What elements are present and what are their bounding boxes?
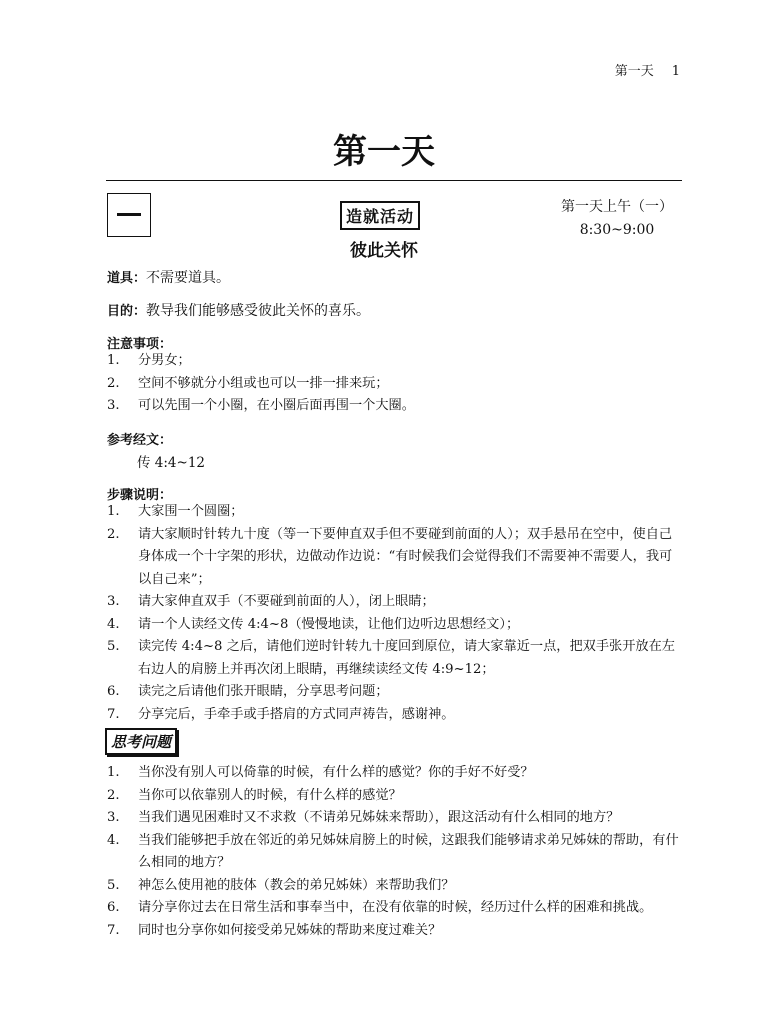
list-item: 1. 大家围一个圆圈； bbox=[107, 504, 244, 519]
list-item: 2. 当你可以依靠别人的时候，有什么样的感觉？ bbox=[107, 787, 402, 803]
session-time: 8:30~9:00 bbox=[579, 222, 655, 238]
list-item: 2. 空间不够就分小组或也可以一排一排来玩； bbox=[107, 375, 389, 391]
session-name: 第一天上午（一） bbox=[561, 199, 673, 215]
list-item: 3. 请大家伸直双手（不要碰到前面的人），闭上眼睛； bbox=[107, 594, 435, 609]
list-item: 4. 请一个人读经文传 4:4~8（慢慢地读，让他们边听边思想经文）； bbox=[107, 616, 520, 632]
section-number-box bbox=[107, 193, 151, 237]
scripture-heading: 参考经文： bbox=[107, 433, 173, 448]
list-item: 1. 分男女； bbox=[107, 353, 191, 368]
list-item: 1. 当你没有别人可以倚靠的时候，有什么样的感觉？你的手好不好受？ bbox=[107, 765, 534, 780]
scripture-ref: 传 4:4~12 bbox=[137, 455, 206, 471]
list-item: 3. 可以先围一个小圈，在小圈后面再围一个大圈。 bbox=[107, 398, 415, 413]
list-item: 3. 当我们遇见困难时又不求救（不请弟兄姊妹来帮助），跟这活动有什么相同的地方？ bbox=[107, 810, 620, 825]
session-info bbox=[560, 196, 674, 242]
page-title: 第一天 bbox=[333, 132, 435, 172]
activity-title: 彼此关怀 bbox=[350, 241, 418, 261]
list-item: 5. 神怎么使用祂的肢体（教会的弟兄姊妹）来帮助我们？ bbox=[107, 877, 455, 893]
page-number: 1 bbox=[671, 64, 680, 79]
notes-heading: 注意事项： bbox=[107, 337, 173, 352]
header-day: 第一天 bbox=[614, 64, 654, 79]
purpose-label: 目的： bbox=[107, 304, 147, 319]
props-text: 不需要道具。 bbox=[146, 270, 231, 286]
list-item: 6. 读完之后请他们张开眼睛，分享思考问题； bbox=[107, 684, 389, 699]
questions-heading: 思考问题 bbox=[105, 728, 177, 755]
list-item: 2. 请大家顺时针转九十度（等一下要伸直双手但不要碰到前面的人）；双手悬吊在空中，使自己身体成一个十字架的形状，边做动作边说：“有时候我们会觉得我们不需要神不需要人，我可以自己来”； bbox=[107, 526, 673, 587]
purpose-text: 教导我们能够感受彼此关怀的喜乐。 bbox=[146, 303, 371, 319]
purpose-line bbox=[107, 300, 370, 320]
props-line bbox=[107, 267, 230, 287]
list-item: 5. 读完传 4:4~8 之后，请他们逆时针转九十度回到原位，请大家靠近一点，把双手张开放在左右边人的肩膀上并再次闭上眼睛，再继续读经文传 4:9~12； bbox=[107, 639, 675, 677]
activity-label: 造就活动 bbox=[340, 201, 420, 230]
steps-list bbox=[107, 501, 682, 726]
notes-list bbox=[107, 350, 682, 418]
section-number-glyph bbox=[117, 213, 141, 216]
steps-heading: 步骤说明： bbox=[107, 488, 173, 503]
list-item: 6. 请分享你过去在日常生活和事奉当中，在没有依靠的时候，经历过什么样的困难和挑战。 bbox=[107, 900, 653, 915]
questions-list bbox=[107, 762, 682, 942]
running-header bbox=[615, 60, 680, 79]
list-item: 4. 当我们能够把手放在邻近的弟兄姊妹肩膀上的时候，这跟我们能够请求弟兄姊妹的帮助，有什么相同的地方？ bbox=[107, 832, 679, 870]
props-label: 道具： bbox=[107, 271, 147, 286]
list-item: 7. 分享完后，手牵手或手搭肩的方式同声祷告，感谢神。 bbox=[107, 706, 455, 722]
top-divider bbox=[106, 180, 682, 181]
list-item: 7. 同时也分享你如何接受弟兄姊妹的帮助来度过难关？ bbox=[107, 922, 442, 938]
